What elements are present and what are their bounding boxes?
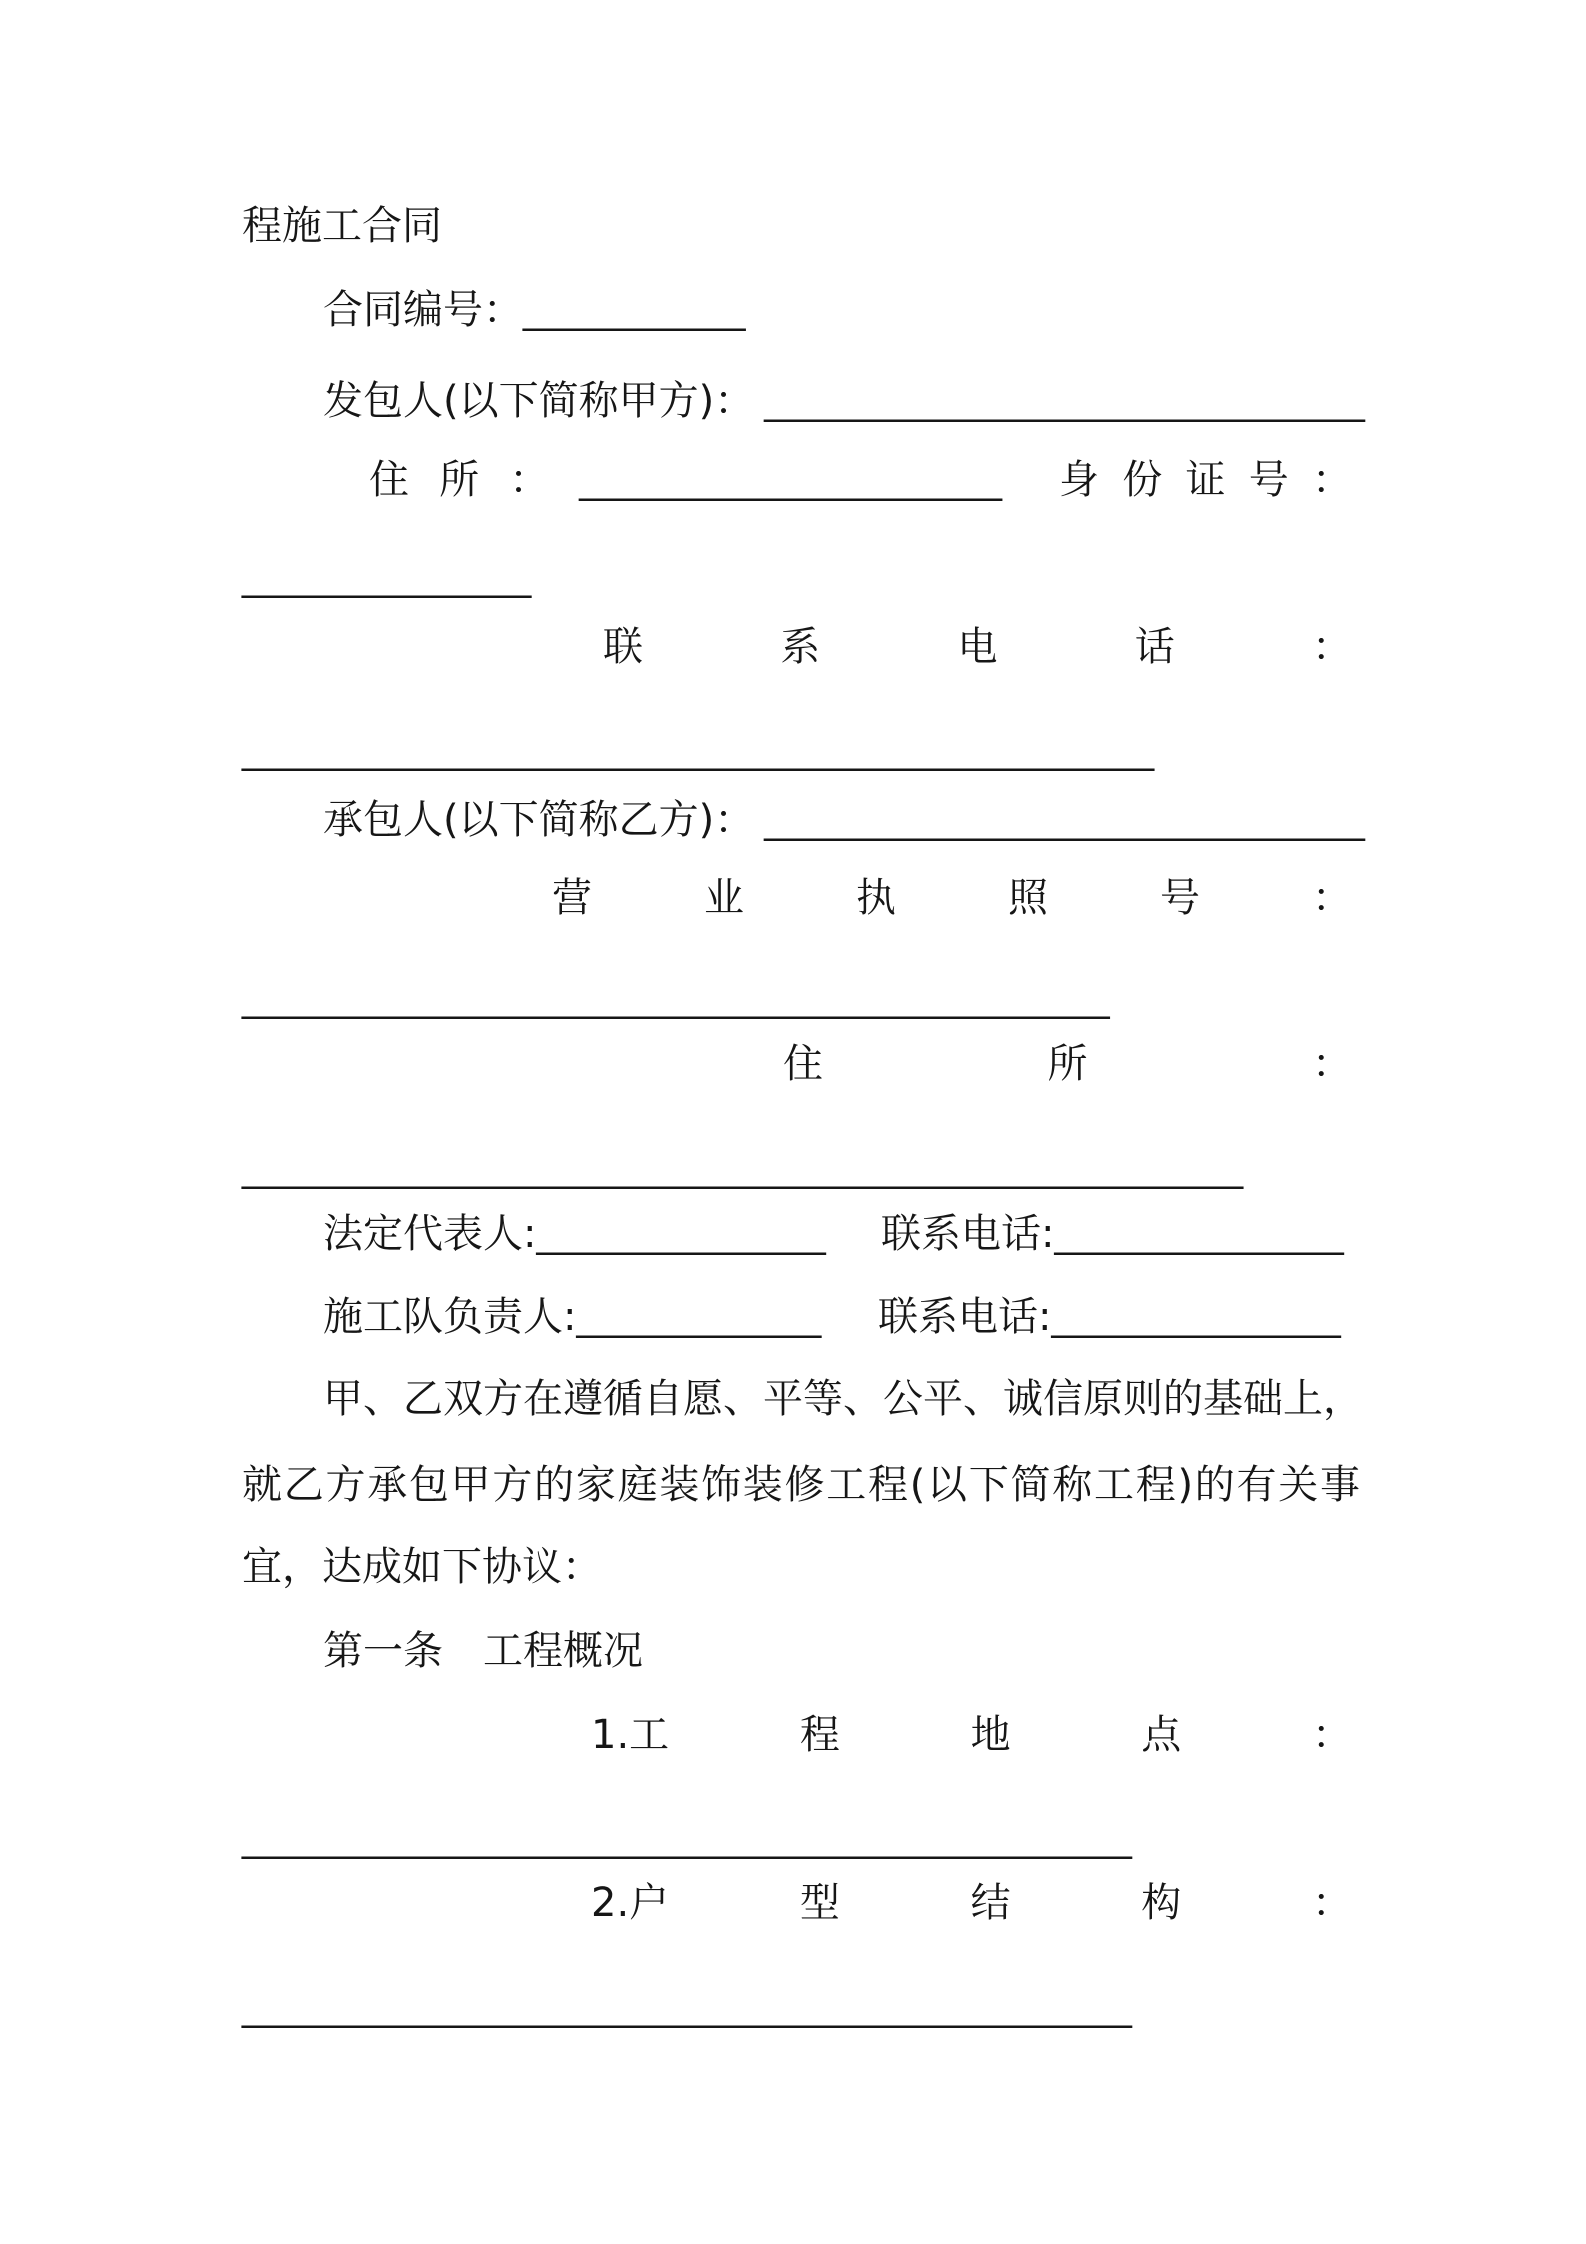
- party-a-id-label-char: 证: [1185, 457, 1226, 503]
- preamble-line-2: 就乙方承包甲方的家庭装饰装修工程(以下简称工程)的有关事: [242, 1462, 1360, 1508]
- party-a-id-label-char: ：: [1312, 457, 1352, 503]
- article-1-heading: 第一条 工程概况: [323, 1628, 643, 1674]
- party-a-phone-label-row: [603, 619, 1352, 675]
- team-leader-phone-blank: _____________: [1051, 1295, 1341, 1339]
- project-location-label-part: 程: [799, 1712, 840, 1758]
- party-b-address-label-row: [783, 1036, 1352, 1092]
- document-title: 程施工合同: [242, 203, 442, 249]
- party-b-blank: ___________________________: [764, 798, 1365, 842]
- project-location-label-part: 点: [1141, 1712, 1182, 1758]
- legal-representative-phone-label: 联系电话:: [881, 1211, 1055, 1257]
- party-a-address-group: [369, 452, 1002, 508]
- party-b-row: [323, 792, 1365, 848]
- house-layout-label-part: ：: [1311, 1880, 1352, 1926]
- party-a-phone-label-char: 联: [603, 624, 643, 670]
- party-a-id-label-char: 身: [1059, 457, 1099, 503]
- team-leader-label: 施工队负责人:: [323, 1294, 577, 1340]
- contract-number-row: [323, 282, 745, 338]
- party-a-blank: ___________________________: [764, 379, 1365, 423]
- team-leader-phone-label: 联系电话:: [878, 1294, 1052, 1340]
- party-a-phone-label-char: 电: [957, 624, 998, 670]
- party-a-id-blank: _____________: [242, 555, 532, 599]
- project-location-label-part: 1.工: [591, 1712, 670, 1758]
- party-b-address-label-char: ：: [1312, 1041, 1352, 1087]
- party-b-license-label-char: ：: [1312, 875, 1352, 921]
- legal-representative-field: [323, 1206, 826, 1262]
- team-leader-phone-field: [878, 1289, 1341, 1345]
- house-layout-label-part: 构: [1141, 1880, 1182, 1926]
- party-a-address-label-char: ：: [509, 457, 550, 503]
- party-b-license-label-char: 照: [1008, 875, 1048, 921]
- party-a-phone-blank: _________________________________________: [242, 728, 1155, 772]
- legal-representative-phone-field: [881, 1206, 1344, 1262]
- party-b-address-label-char: 住: [783, 1041, 823, 1087]
- preamble-line-1: 甲、乙双方在遵循自愿、平等、公平、诚信原则的基础上，: [323, 1376, 1363, 1422]
- house-layout-label-part: 2.户: [591, 1880, 670, 1926]
- party-a-id-label-char: 号: [1248, 457, 1289, 503]
- project-location-label-part: 地: [970, 1712, 1011, 1758]
- team-leader-blank: ___________: [576, 1295, 822, 1339]
- legal-representative-label: 法定代表人:: [323, 1211, 537, 1257]
- contract-number-label: 合同编号：: [323, 287, 523, 333]
- party-b-license-label-char: 业: [704, 875, 744, 921]
- party-a-phone-label-char: 系: [780, 624, 821, 670]
- party-b-license-label-row: [552, 870, 1352, 926]
- party-a-row: [323, 373, 1365, 429]
- party-a-id-label-group: [1059, 452, 1352, 508]
- party-b-address-blank: _____________________________________________: [242, 1146, 1244, 1190]
- party-b-license-label-char: 执: [856, 875, 896, 921]
- house-layout-label-part: 结: [970, 1880, 1011, 1926]
- party-b-license-label-char: 营: [552, 875, 592, 921]
- party-b-address-label-char: 所: [1047, 1041, 1088, 1087]
- house-layout-blank: ________________________________________: [242, 1985, 1132, 2029]
- party-a-phone-label-char: ：: [1312, 624, 1352, 670]
- project-location-label-row: [591, 1707, 1352, 1763]
- party-a-address-label-char: 住: [369, 457, 409, 503]
- party-b-license-label-char: 号: [1160, 875, 1200, 921]
- party-a-address-label-char: 所: [439, 457, 480, 503]
- legal-representative-phone-blank: _____________: [1054, 1212, 1344, 1256]
- contract-number-blank: __________: [523, 288, 746, 332]
- project-location-label-part: ：: [1311, 1712, 1352, 1758]
- house-layout-label-row: [591, 1875, 1352, 1931]
- preamble-line-3: 宜，达成如下协议：: [242, 1544, 602, 1590]
- project-location-blank: ________________________________________: [242, 1816, 1132, 1860]
- legal-representative-blank: _____________: [536, 1212, 826, 1256]
- party-b-label: 承包人(以下简称乙方)：: [323, 797, 755, 843]
- party-a-label: 发包人(以下简称甲方)：: [323, 378, 755, 424]
- party-a-address-blank: ___________________: [579, 458, 1002, 502]
- house-layout-label-part: 型: [799, 1880, 840, 1926]
- party-a-phone-label-char: 话: [1134, 624, 1175, 670]
- party-b-license-blank: _______________________________________: [242, 976, 1110, 1020]
- party-a-id-label-char: 份: [1122, 457, 1163, 503]
- team-leader-field: [323, 1289, 821, 1345]
